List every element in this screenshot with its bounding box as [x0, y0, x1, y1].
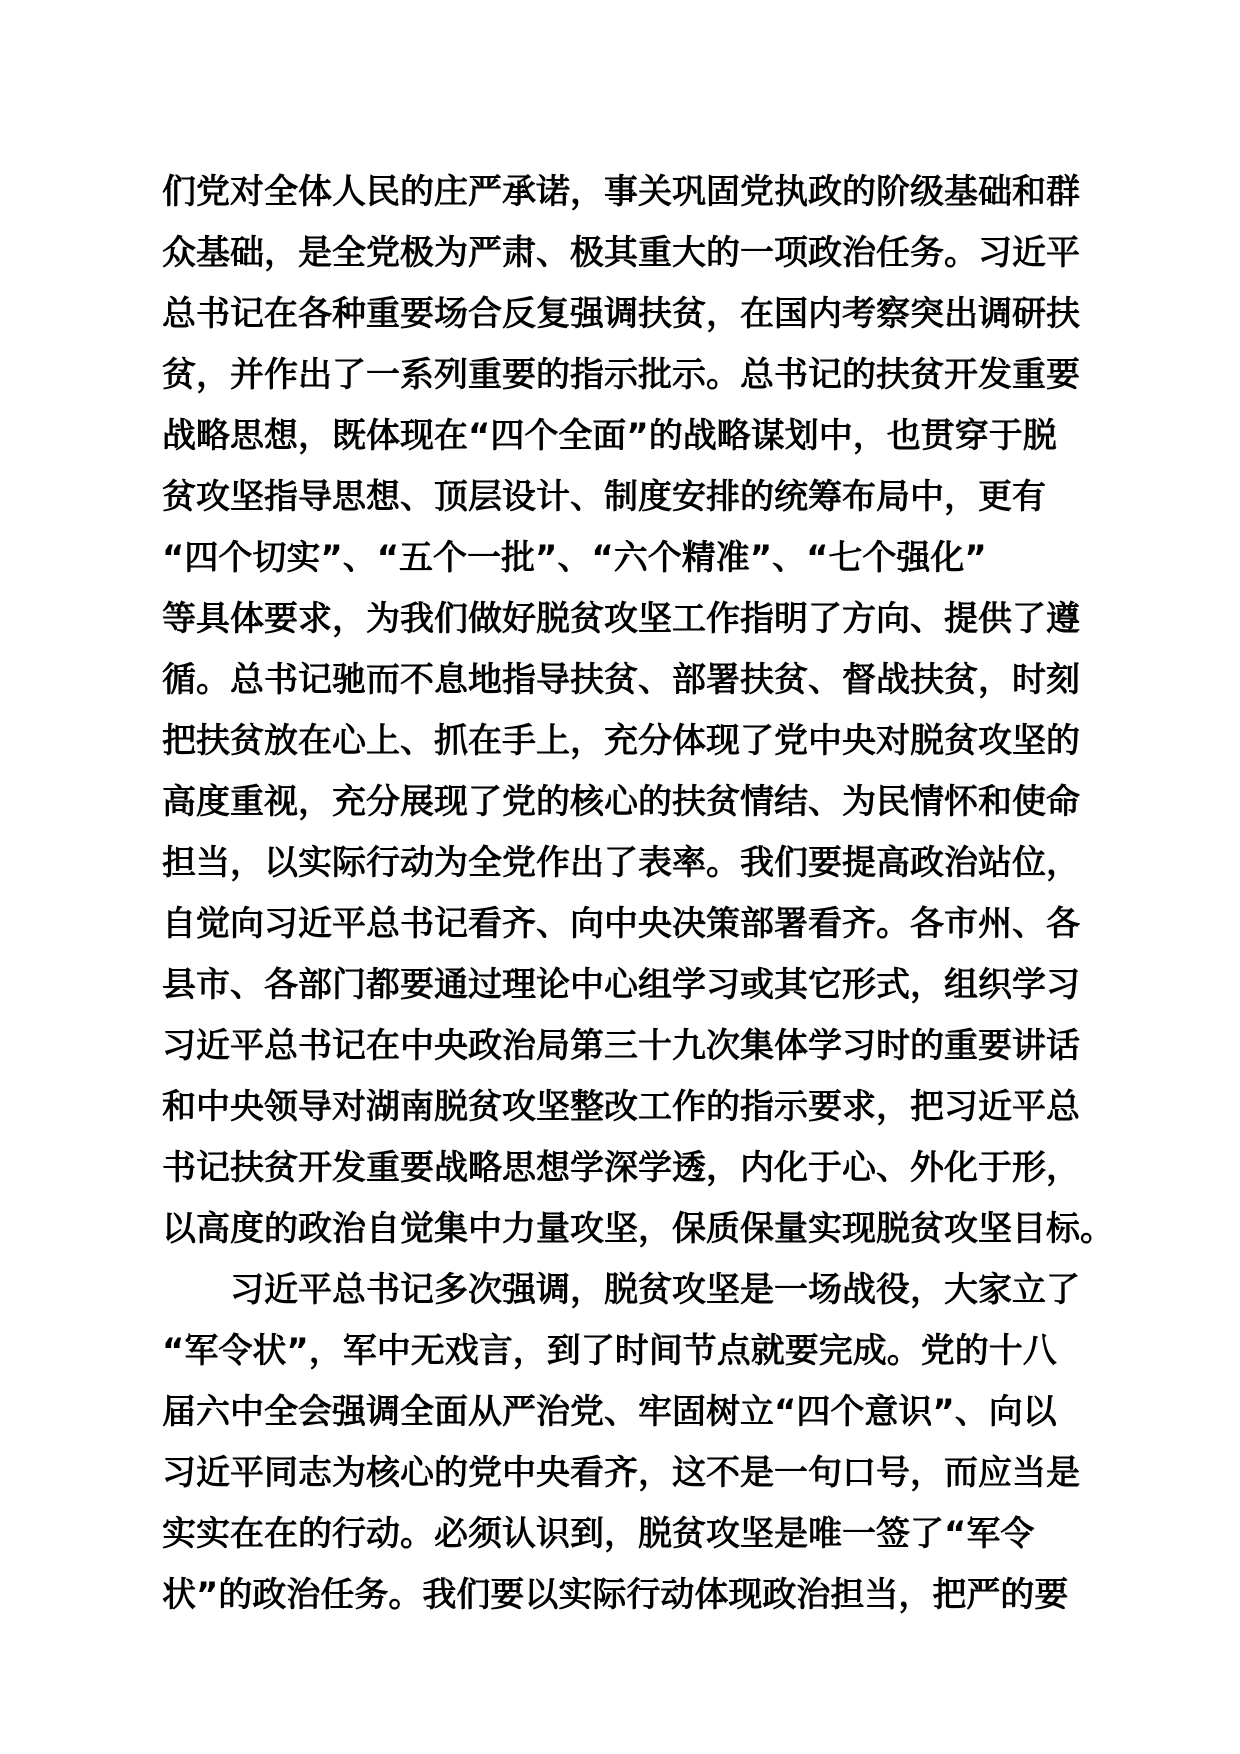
text-line: 众基础，是全党极为严肃、极其重大的一项政治任务。习近平 — [162, 233, 1080, 273]
text-line: 书记扶贫开发重要战略思想学深学透，内化于心、外化于形， — [162, 1148, 1080, 1188]
text-line: 总书记在各种重要场合反复强调扶贫，在国内考察突出调研扶 — [162, 294, 1080, 334]
text-line: 县市、各部门都要通过理论中心组学习或其它形式，组织学习 — [162, 965, 1080, 1005]
text-line: 高度重视，充分展现了党的核心的扶贫情结、为民情怀和使命 — [162, 782, 1080, 822]
text-line: 以高度的政治自觉集中力量攻坚，保质保量实现脱贫攻坚目标。 — [162, 1209, 1114, 1249]
text-line: 战略思想，既体现在“四个全面”的战略谋划中，也贯穿于脱 — [162, 416, 1057, 456]
text-line: 贫，并作出了一系列重要的指示批示。总书记的扶贫开发重要 — [162, 355, 1080, 395]
text-line: 习近平同志为核心的党中央看齐，这不是一句口号，而应当是 — [162, 1453, 1080, 1493]
text-line: “军令状”，军中无戏言，到了时间节点就要完成。党的十八 — [162, 1331, 1057, 1371]
text-line: 自觉向习近平总书记看齐、向中央决策部署看齐。各市州、各 — [162, 904, 1080, 944]
text-line: 届六中全会强调全面从严治党、牢固树立“四个意识”、向以 — [162, 1392, 1057, 1432]
text-line: 等具体要求，为我们做好脱贫攻坚工作指明了方向、提供了遵 — [162, 599, 1080, 639]
text-line: 习近平总书记在中央政治局第三十九次集体学习时的重要讲话 — [162, 1026, 1080, 1066]
text-line: “四个切实”、“五个一批”、“六个精准”、“七个强化” — [162, 538, 987, 578]
text-line: 循。总书记驰而不息地指导扶贫、部署扶贫、督战扶贫，时刻 — [162, 660, 1080, 700]
body-text — [162, 162, 1114, 1626]
text-line: 把扶贫放在心上、抓在手上，充分体现了党中央对脱贫攻坚的 — [162, 721, 1080, 761]
text-line: 和中央领导对湖南脱贫攻坚整改工作的指示要求，把习近平总 — [162, 1087, 1080, 1127]
text-line: 实实在在的行动。必须认识到，脱贫攻坚是唯一签了“军令 — [162, 1514, 1035, 1554]
text-line: 状”的政治任务。我们要以实际行动体现政治担当，把严的要 — [162, 1575, 1069, 1615]
text-line: 们党对全体人民的庄严承诺，事关巩固党执政的阶级基础和群 — [162, 172, 1080, 212]
paragraph-start-line: 习近平总书记多次强调，脱贫攻坚是一场战役，大家立了 — [162, 1270, 1080, 1310]
text-line: 贫攻坚指导思想、顶层设计、制度安排的统筹布局中，更有 — [162, 477, 1046, 517]
text-line: 担当，以实际行动为全党作出了表率。我们要提高政治站位， — [162, 843, 1080, 883]
